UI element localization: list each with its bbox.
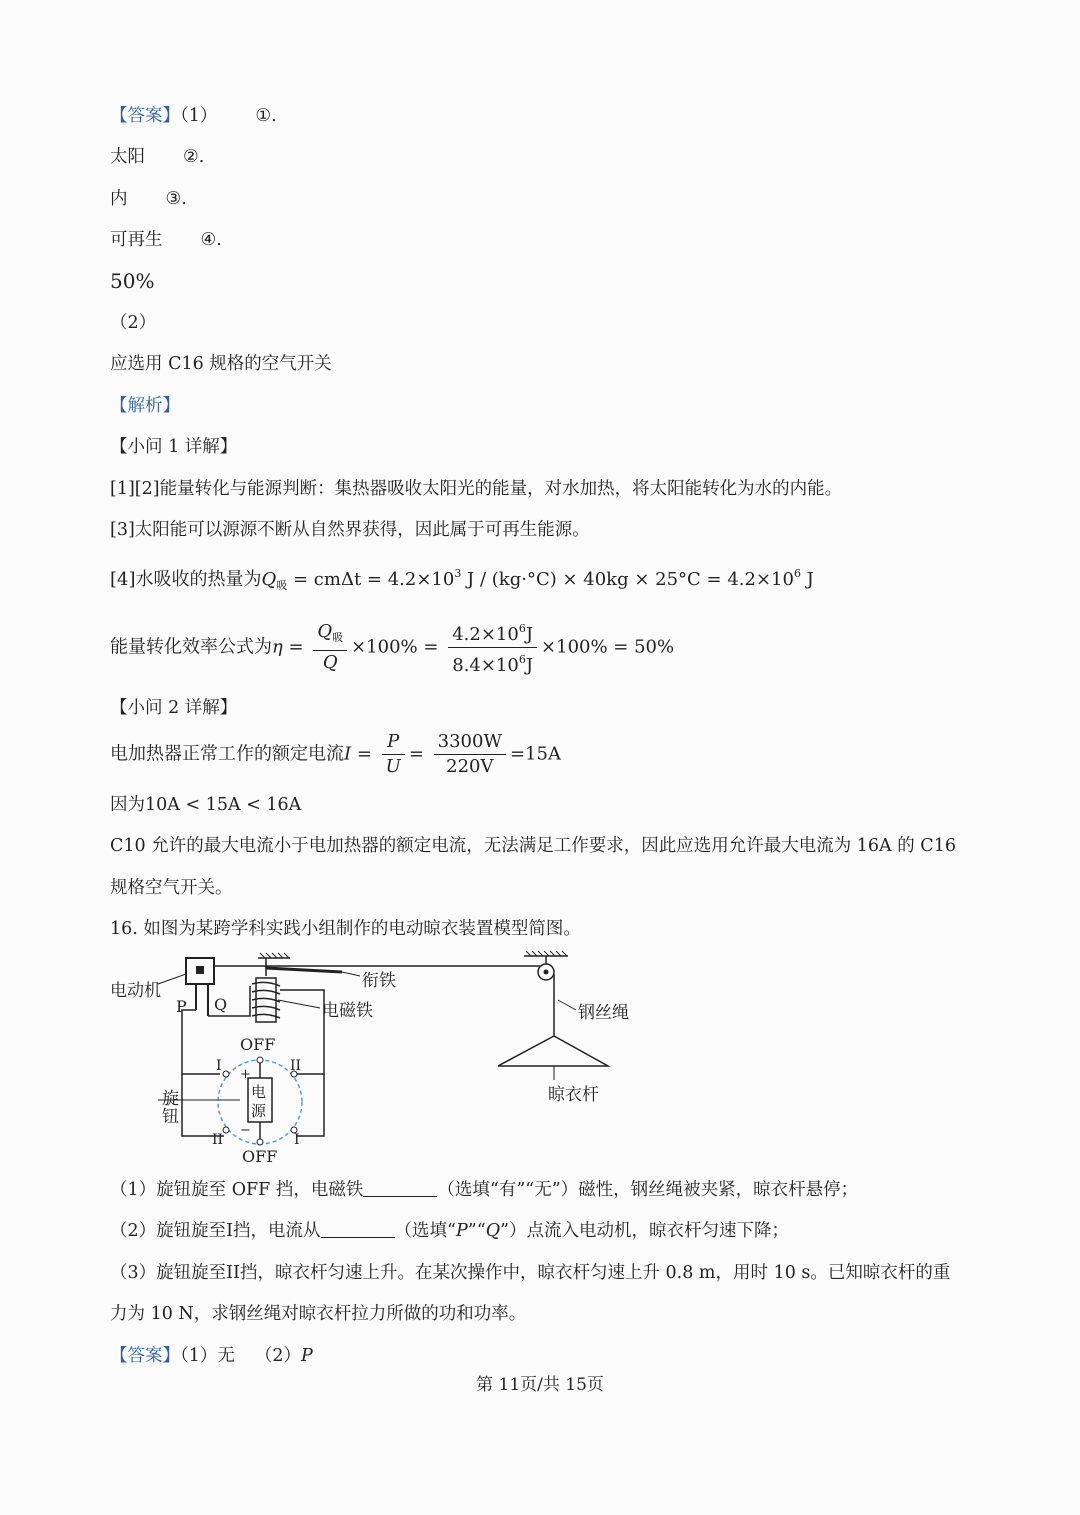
- question-16-part-2: （2）旋钮旋至I挡，电流从 （选填“P”“Q”）点流入电动机，晾衣杆匀速下降；: [110, 1221, 789, 1241]
- off-bottom-label: OFF: [242, 1147, 278, 1166]
- answer-mark-3: ③.: [165, 189, 187, 209]
- armature-label: 衔铁: [362, 971, 396, 991]
- answer-mark-1: ①.: [255, 106, 277, 126]
- analysis-p6: 因为10A < 15A < 16A: [110, 795, 302, 815]
- clothes-rod-label: 晾衣杆: [548, 1085, 599, 1105]
- answer-mark-4: ④.: [200, 230, 222, 250]
- answer-tag: 【答案】: [110, 106, 180, 126]
- efficiency-fraction-1: $\frac{Q_吸}{Q}$: [313, 620, 347, 675]
- steel-rope-label: 钢丝绳: [578, 1003, 629, 1023]
- electromagnet-label: 电磁铁: [322, 1001, 373, 1021]
- answer-1: 太阳: [110, 147, 145, 167]
- analysis-sub-1: 【小问 1 详解】: [110, 437, 238, 457]
- contact-ii-bottom-label: II: [212, 1132, 224, 1148]
- source-minus: −: [240, 1123, 251, 1138]
- source-plus: +: [240, 1067, 251, 1082]
- answer-2: 内: [110, 189, 128, 209]
- analysis-p1: [1][2]能量转化与能源判断：集热器吸收太阳光的能量，对水加热，将太阳能转化为水的内能。: [110, 479, 843, 499]
- analysis-sub-2: 【小问 2 详解】: [110, 698, 238, 718]
- source-label-1: 电: [251, 1083, 267, 1101]
- terminal-q-label: Q: [214, 995, 228, 1014]
- analysis-p3: [4]水吸收的热量为$Q_吸 = cm\Delta t = 4.2\times 10^3$ $J / (kg\cdot^\circ C) \times 40kg \times 25^\circ C = 4.2\times 10^6$ J: [110, 567, 814, 592]
- efficiency-fraction-2: $\frac{4.2\times 10^6J}{8.4\times 10^6J}$: [448, 617, 537, 678]
- motor-label: 电动机: [110, 981, 161, 1001]
- motor-center: [196, 966, 204, 974]
- answer-part-2: （2）: [110, 313, 157, 333]
- current-fraction-2: $\frac{3300W}{220V}$: [434, 730, 506, 779]
- terminal-p-label: P: [176, 997, 187, 1016]
- knob-label-1: 旋: [162, 1089, 179, 1109]
- question-16-answer: 【答案】（1）无 （2）P: [110, 1346, 313, 1366]
- contact-i-bottom-label: I: [294, 1132, 300, 1148]
- analysis-p2: [3]太阳能可以源源不断从自然界获得，因此属于可再生能源。: [110, 520, 590, 540]
- answer-line-3: [110, 187, 187, 211]
- question-16-title: 16. 如图为某跨学科实践小组制作的电动晾衣装置模型简图。: [110, 919, 581, 939]
- analysis-p7: C10 允许的最大电流小于电加热器的额定电流，无法满足工作要求，因此应选用允许最大电流为 16A 的 C16: [110, 836, 956, 856]
- question-16-part-3-cont: 力为 10 N，求钢丝绳对晾衣杆拉力所做的功和功率。: [110, 1304, 527, 1324]
- clothes-rod: [498, 1036, 608, 1066]
- motor-leader-line: [158, 974, 186, 984]
- answer-4: 50%: [110, 269, 155, 293]
- answer-line-7: [110, 352, 332, 376]
- answer-line-6: [110, 311, 156, 335]
- analysis-p4: 能量转化效率公式为η = $\frac{Q_吸}{Q}$ ×100% = $\frac{4.2\times 10^6J}{8.4\times 10^6J}$ ×100% = 50%: [110, 617, 674, 678]
- answer-line-2: [110, 145, 204, 169]
- answer-blank-2[interactable]: [321, 1219, 395, 1238]
- current-fraction-1: $\frac{P}{U}$: [382, 730, 405, 779]
- answer-part-1: （1）: [180, 106, 218, 126]
- answer-3: 可再生: [110, 230, 163, 250]
- answer-5: 应选用 C16 规格的空气开关: [110, 354, 332, 374]
- answer-line-1: [110, 104, 277, 128]
- answer-blank-1[interactable]: [363, 1178, 437, 1197]
- armature: [266, 968, 342, 972]
- analysis-p5: 电加热器正常工作的额定电流I = $\frac{P}{U}$ = $\frac{3300W}{220V}$ =15A: [110, 731, 561, 777]
- question-16-part-1: （1）旋钮旋至 OFF 挡，电磁铁 （选填“有”“无”）磁性，钢丝绳被夹紧，晾衣杆悬停；: [110, 1180, 859, 1200]
- page-footer: 第 11页/共 15页: [476, 1375, 604, 1395]
- answer-mark-2: ②.: [183, 147, 205, 167]
- knob-label-2: 钮: [162, 1107, 179, 1127]
- question-16-part-3: （3）旋钮旋至II挡，晾衣杆匀速上升。在某次操作中，晾衣杆匀速上升 0.8 m，用时 10 s。已知晾衣杆的重: [110, 1263, 951, 1283]
- analysis-p8: 规格空气开关。: [110, 878, 233, 898]
- analysis-tag: 【解析】: [110, 396, 180, 416]
- off-top-label: OFF: [240, 1035, 276, 1054]
- answer-line-5: [110, 269, 154, 293]
- contact-i-top-label: I: [216, 1058, 222, 1074]
- source-label-2: 源: [251, 1102, 267, 1120]
- contact-ii-top-label: II: [290, 1058, 302, 1074]
- answer-line-4: [110, 228, 222, 252]
- drying-rack-diagram: [100, 950, 640, 1170]
